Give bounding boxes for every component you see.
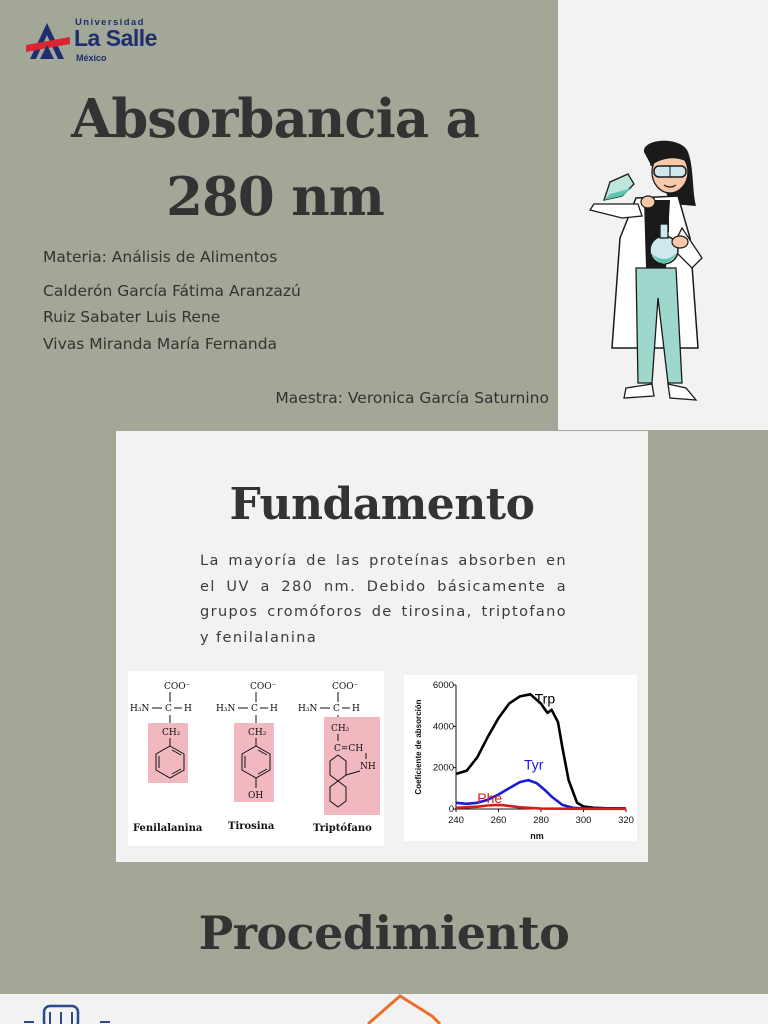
la-salle-logo-icon xyxy=(26,17,72,63)
absorption-chart xyxy=(404,675,637,841)
page-title xyxy=(0,80,550,236)
x-tick-label: 280 xyxy=(533,815,549,826)
orange-decoration-icon xyxy=(368,996,440,1024)
y-tick-label: 0 xyxy=(448,804,454,815)
fundamento-text: La mayoría de las proteínas absorben en el UV a 280 nm. Debido básicamente a grupos cromóforos de tirosina, triptofano y fenilalanina xyxy=(200,553,567,646)
tyr-alpha-c: C xyxy=(251,704,258,714)
series-label-trp: Trp xyxy=(534,690,556,707)
logo-country: México xyxy=(76,53,107,63)
absorption-chart-svg xyxy=(404,675,637,841)
teacher-line: Maestra: Veronica García Saturnino xyxy=(275,389,549,407)
trp-nh: NH xyxy=(360,762,376,772)
phe-alpha-c: C xyxy=(165,704,172,714)
lab-building-icon xyxy=(24,1006,110,1024)
tyr-carboxyl: COO⁻ xyxy=(250,682,277,692)
scientist-illustration xyxy=(582,138,714,416)
trp-alpha-c: C xyxy=(333,704,340,714)
title-line-1: Absorbancia a xyxy=(71,88,479,150)
trp-carboxyl: COO⁻ xyxy=(332,682,359,692)
title-line-2: 280 nm xyxy=(166,166,384,228)
tyr-h: H xyxy=(270,704,278,714)
chart-labels xyxy=(414,680,634,841)
series-label-tyr: Tyr xyxy=(524,756,544,773)
fundamento-card xyxy=(116,431,648,862)
procedimiento-title: Procedimiento xyxy=(198,906,570,960)
tyr-amine: H₃N xyxy=(216,704,236,714)
phe-carboxyl: COO⁻ xyxy=(164,682,191,692)
author-3: Vivas Miranda María Fernanda xyxy=(43,335,278,353)
tyr-ch2: CH₂ xyxy=(248,728,267,738)
y-axis-label: Coeficiente de absorción xyxy=(414,699,423,795)
tyr-name: Tirosina xyxy=(228,821,275,832)
phe-amine: H₃N xyxy=(130,704,150,714)
trp-amine: H₃N xyxy=(298,704,318,714)
bottom-strip xyxy=(0,994,768,1024)
subject-line: Materia: Análisis de Alimentos xyxy=(43,248,278,266)
la-salle-logo xyxy=(26,16,176,66)
x-tick-label: 300 xyxy=(575,815,592,826)
phe-name: Fenilalanina xyxy=(133,823,203,834)
y-tick-label: 2000 xyxy=(432,762,454,774)
logo-name: La Salle xyxy=(74,25,157,51)
x-tick-label: 260 xyxy=(490,815,507,826)
trp-ch: C=CH xyxy=(334,744,364,754)
phe-ch2: CH₂ xyxy=(162,728,181,738)
x-tick-label: 320 xyxy=(618,815,634,826)
series-label-phe: Phe xyxy=(477,789,503,806)
author-1: Calderón García Fátima Aranzazú xyxy=(43,282,301,300)
tryptophan-structure xyxy=(298,682,380,834)
trp-h: H xyxy=(352,704,360,714)
author-2: Ruiz Sabater Luis Rene xyxy=(43,308,221,326)
phenylalanine-structure xyxy=(130,682,203,834)
bottom-decorations xyxy=(0,994,768,1024)
tyrosine-structure xyxy=(216,682,278,832)
fundamento-title: Fundamento xyxy=(229,479,535,530)
logo-university-text: Universidad xyxy=(75,17,145,28)
y-tick-label: 4000 xyxy=(432,721,454,733)
x-axis-label: nm xyxy=(530,831,544,841)
trp-name: Triptófano xyxy=(313,823,372,834)
tyr-oh: OH xyxy=(248,791,264,801)
trp-ch2: CH₂ xyxy=(331,724,350,734)
x-tick-label: 240 xyxy=(448,815,464,826)
amino-acid-structures xyxy=(128,671,384,846)
phe-h: H xyxy=(184,704,192,714)
y-tick-label: 6000 xyxy=(432,680,454,691)
